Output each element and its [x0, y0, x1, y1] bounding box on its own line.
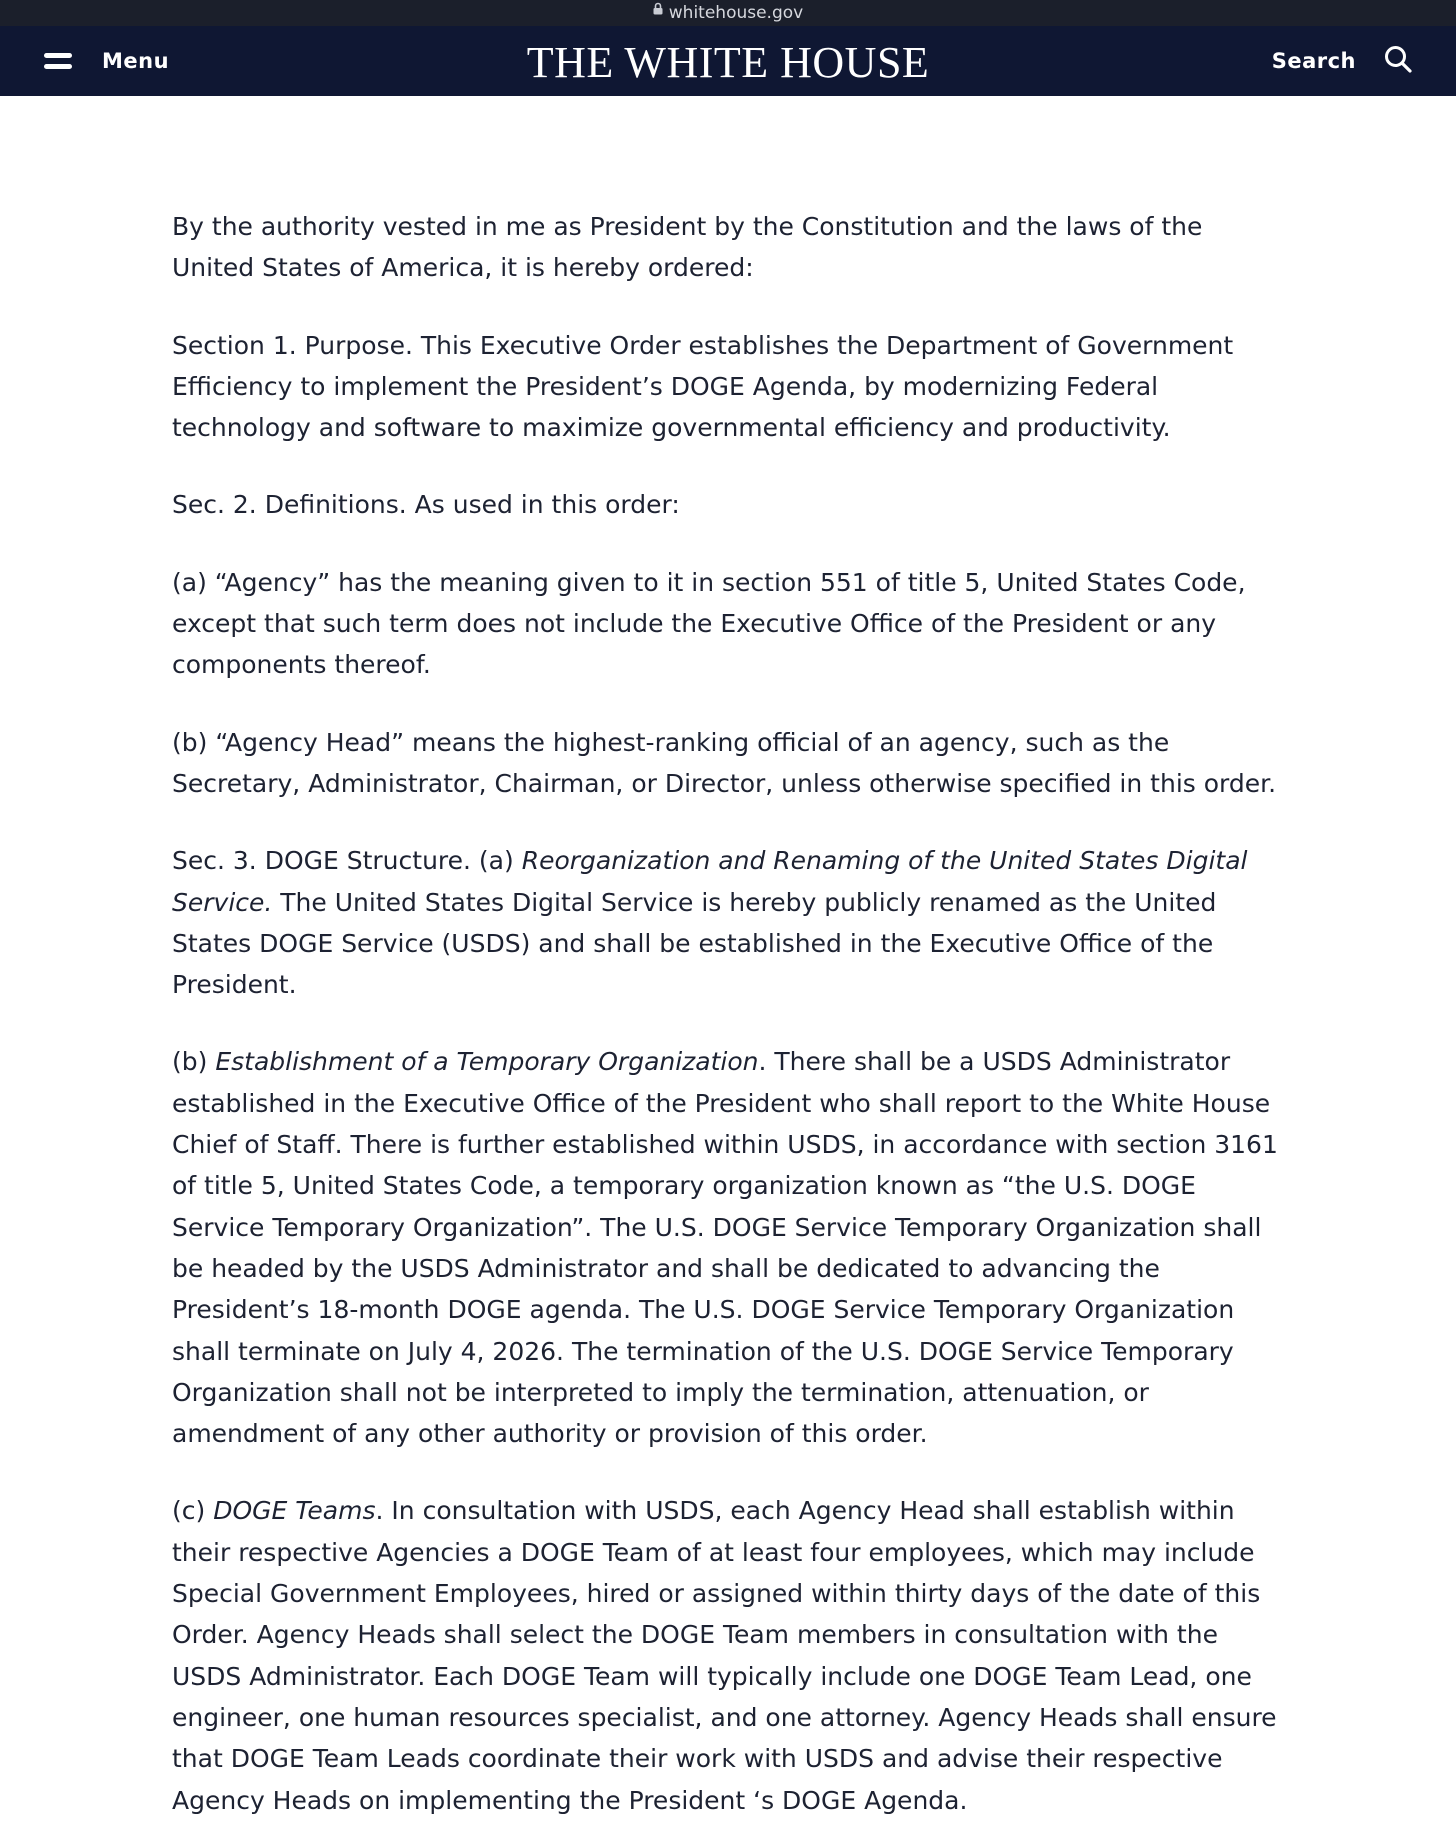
section-3c-text: . In consultation with USDS, each Agency Head shall establish within their respective Agencies a DOGE Team of at least four employees, which may include Special Government Employees, hired or assigned within thirty days of the date of this Order. Agency Heads shall select the DOGE Team members in consultation with the USDS Administrator. Each DOGE Team will typically include one DOGE Team Lead, one engineer, one human resources specialist, and one attorney. Agency Heads shall ensure that DOGE Team Leads coordinate their work with USDS and advise their respective Agency Heads on implementing the President ‘s DOGE Agenda. [172, 1496, 1277, 1815]
menu-label: Menu [102, 49, 170, 73]
section-3a-text: The United States Digital Service is hereby publicly renamed as the United States DOGE Service (USDS) and shall be established in the Executive Office of the President. [172, 887, 1217, 1000]
paragraph-definition-a: (a) “Agency” has the meaning given to it in section 551 of title 5, United States Code, except that such term does not include the Executive Office of the President or any components thereof. [172, 567, 1246, 680]
paragraph-section-3b [172, 1041, 1292, 1454]
search-button[interactable] [1272, 46, 1412, 76]
section-3b-text: . There shall be a USDS Administrator established in the Executive Office of the President who shall report to the White House Chief of Staff. There is further established within USDS, in accordance with section 3161 of title 5, United States Code, a temporary organization known as “the U.S. DOGE Service Temporary Organization”. The U.S. DOGE Service Temporary Organization shall be headed by the USDS Administrator and shall be dedicated to advancing the President’s 18-month DOGE agenda. The U.S. DOGE Service Temporary Organization shall terminate on July 4, 2026. The termination of the U.S. DOGE Service Temporary Organization shall not be interpreted to imply the termination, attenuation, or amendment of any other authority or provision of this order. [172, 1047, 1278, 1449]
paragraph-section-3a [172, 840, 1292, 1005]
search-icon [1384, 45, 1412, 77]
section-3a-prefix: Sec. 3. DOGE Structure. (a) [172, 846, 522, 876]
paragraph-section-3c [172, 1490, 1292, 1820]
section-3b-prefix: (b) [172, 1047, 216, 1077]
section-3c-heading: DOGE Teams [213, 1496, 376, 1526]
paragraph-definition-b: (b) “Agency Head” means the highest-ranking official of an agency, such as the Secretary, Administrator, Chairman, or Director, unless otherwise specified in this order. [172, 727, 1277, 798]
section-3c-prefix: (c) [172, 1496, 214, 1526]
search-label: Search [1271, 49, 1356, 73]
url-text: whitehouse.gov [668, 3, 804, 23]
paragraph-preamble: By the authority vested in me as President by the Constitution and the laws of the United States of America, it is hereby ordered: [172, 212, 1203, 283]
site-header [0, 26, 1456, 96]
site-title-wrapper [0, 26, 1456, 96]
paragraph-section-1: Section 1. Purpose. This Executive Order establishes the Department of Government Efficiency to implement the President’s DOGE Agenda, by modernizing Federal technology and software to maximize governmental efficiency and productivity. [172, 330, 1234, 443]
site-title[interactable]: THE WHITE HOUSE [526, 38, 930, 87]
article-body [172, 206, 1292, 1821]
browser-url-bar[interactable] [0, 0, 1456, 26]
lock-icon [653, 0, 663, 23]
paragraph-section-2: Sec. 2. Definitions. As used in this order: [172, 490, 680, 520]
section-3b-heading: Establishment of a Temporary Organization [215, 1047, 759, 1077]
menu-button[interactable] [44, 46, 169, 76]
section-3a-heading: Reorganization and Renaming of the United States Digital Service. [172, 846, 1248, 917]
hamburger-icon [44, 52, 72, 70]
